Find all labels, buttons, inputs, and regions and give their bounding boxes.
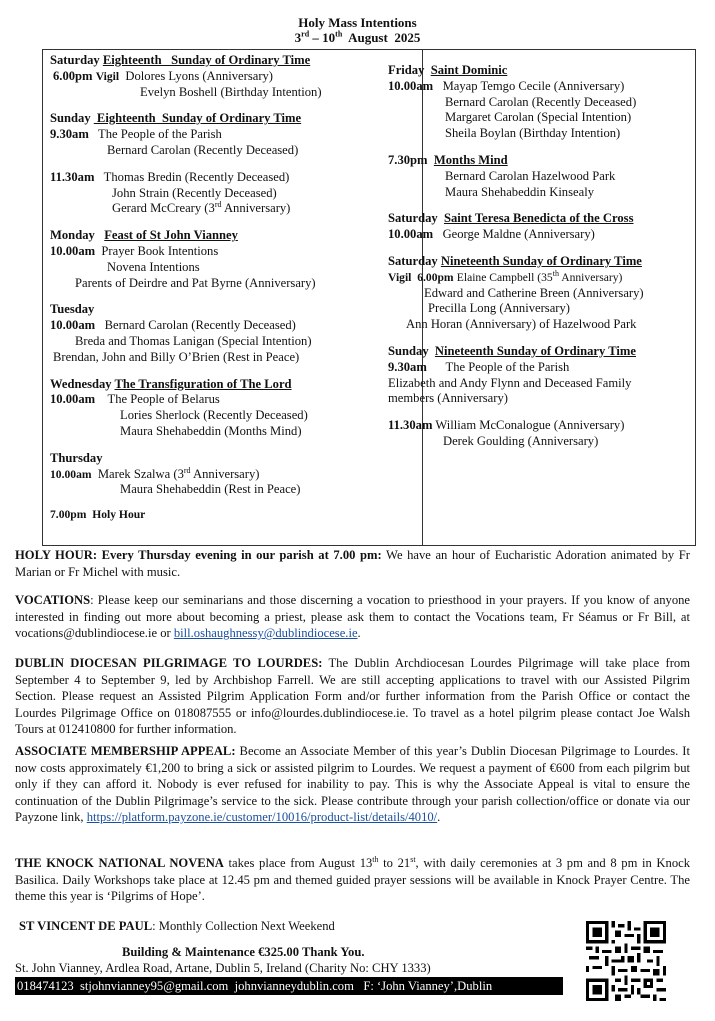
wednesday-block: Wednesday The Transfiguration of The Lord 10.00am The People of Belarus Lories Sherlock (Recently Deceased) Maura Shehabeddin (Months Mind) [50,376,308,438]
thursday-block: Thursday 10.00am Marek Szalwa (3rd Anniversary) Maura Shehabeddin (Rest in Peace) 7.00pm Holy Hour [50,450,301,522]
left-column [50,53,418,534]
parish-address: St. John Vianney, Ardlea Road, Artane, Dublin 5, Ireland (Charity No: CHY 1333) [15,961,431,975]
sunday-nineteenth-block: Sunday Nineteenth Sunday of Ordinary Time 9.30am The People of the Parish Elizabeth and Andy Flynn and Deceased Family members (Anniversary) 11.30am William McConalogue (Anniversary) Derek Goulding (Anniversary) [388,343,636,448]
building-maintenance-line: Building & Maintenance €325.00 Thank You. [122,945,365,959]
vocations-email-link[interactable]: bill.oshaughnessy@dublindiocese.ie [173,626,358,641]
page-dates: 3rd – 10th August 2025 [294,29,421,45]
page-title: Holy Mass Intentions [298,15,417,30]
vocations-notice: VOCATIONS: Please keep our seminarians and those discerning a vocation to priesthood in your prayers. If you know of anyone interested in finding out more about becoming a priest, please ask them to contact the Vocations team, Fr Séamus or Fr Bill, at vocations@dublindiocese.ie or bill.oshaughnessy@dublindiocese.ie. [15,593,690,641]
saturday-block: Saturday Eighteenth Sunday of Ordinary Time 6.00pm Vigil Dolores Lyons (Anniversary) Evelyn Boshell (Birthday Intention) [50,53,322,99]
knock-novena-notice: THE KNOCK NATIONAL NOVENA takes place from August 13th to 21st, with daily ceremonies at 3 pm and 8 pm in Knock Basilica. Daily Workshops take place at 12.45 pm and themed guided prayer sessions will be available in Knock Prayer Centre. The theme this year is ‘Pilgrims of Hope’. [15,854,691,904]
qr-code-icon[interactable] [586,921,666,1001]
mass-intentions-table [42,49,696,546]
months-mind-block: 7.30pm Months Mind Bernard Carolan Hazelwood Park Maura Shehabeddin Kinsealy [388,152,616,199]
right-column [388,63,693,461]
tuesday-block: Tuesday 10.00am Bernard Carolan (Recently Deceased) Breda and Thomas Lanigan (Special Intention) Brendan, John and Billy O’Brien (Rest in Peace) [50,302,312,364]
payzone-link[interactable]: https://platform.payzone.ie/customer/10016/product-list/details/4010/ [86,810,438,825]
lourdes-notice: DUBLIN DIOCESAN PILGRIMAGE TO LOURDES: The Dublin Archdiocesan Lourdes Pilgrimage will take place from September 4 to September 9, led by Archbishop Farrell. We are still accepting applications to travel with our Assisted Pilgrim Section. Please request an Assisted Pilgrim Application Form and/or further information from the Parish Office or contact the Lourdes Pilgrimage Office on 018087555 or info@lourdes.dublindiocese.ie. To travel as a hotel pilgrim please contact Joe Walsh Tours at 012410800 for further information. [15,656,691,737]
holy-hour-notice: HOLY HOUR: Every Thursday evening in our parish at 7.00 pm: We have an hour of Eucharistic Adoration animated by Fr Marian or Fr Michel with music. [15,548,690,579]
saturday-vigil-block: Saturday Nineteenth Sunday of Ordinary Time Vigil 6.00pm Elaine Campbell (35th Anniversary) Edward and Catherine Breen (Anniversary) Precilla Long (Anniversary) Ann Horan (Anniversary) of Hazelwood Park [388,253,644,332]
friday-block: Friday Saint Dominic 10.00am Mayap Temgo Cecile (Anniversary) Bernard Carolan (Recently Deceased) Margaret Carolan (Special Intention) Sheila Boylan (Birthday Intention) [388,63,637,141]
monday-block: Monday Feast of St John Vianney 10.00am Prayer Book Intentions Novena Intentions Parents of Deirdre and Pat Byrne (Anniversary) [50,228,316,290]
contact-bar: 018474123 stjohnvianney95@gmail.com johnvianneydublin.com F: ‘John Vianney’,Dublin [15,977,563,995]
saturday-teresa-block: Saturday Saint Teresa Benedicta of the Cross 10.00am George Maldne (Anniversary) [388,211,634,242]
sunday-block: Sunday Eighteenth Sunday of Ordinary Time 9.30am The People of the Parish Bernard Carolan (Recently Deceased) 11.30am Thomas Bredin (Recently Deceased) John Strain (Recently Deceased) Gerard McCreary (3rd Anniversary) [50,111,302,216]
associate-appeal-notice: ASSOCIATE MEMBERSHIP APPEAL: Become an Associate Member of this year’s Dublin Diocesan Pilgrimage to Lourdes. It now costs approximately €1,200 to bring a sick or assisted pilgrim to Lourdes. We request a payment of €600 from each pilgrim but only if they can afford it. Nobody is ever refused for inability to pay. This is why the Associate Appeal is vital to ensure the continuation of the Dublin Pilgrimage’s service to the sick. Please contribute through your parish collection/office or donate via our Payzone link, https://platform.payzone.ie/customer/10016/product-list/details/4010/. [15,744,690,825]
svp-notice: ST VINCENT DE PAUL: Monthly Collection Next Weekend [19,919,335,933]
